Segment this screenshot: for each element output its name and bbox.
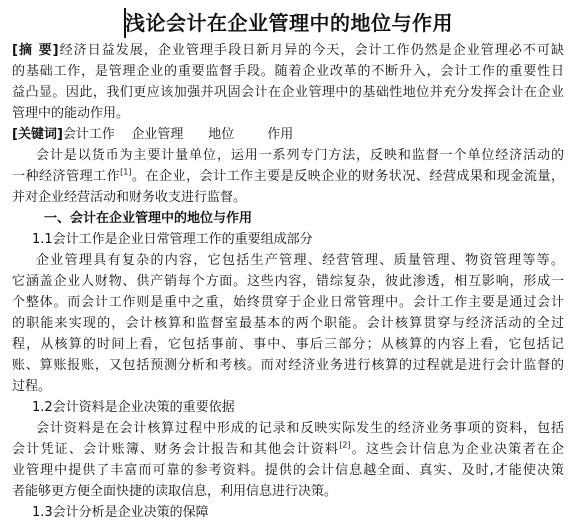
paragraph-line: 账、算账报账，又包括预测分析和考核。而对经济业务进行核算的过程就是进行会计监督的 xyxy=(12,358,564,373)
abstract-line-3: 益凸显。因此，我们更应该加强并巩固会计在企业管理中的基础性地位并充分发挥会计在企业 xyxy=(12,85,564,100)
intro-text-a: 一种经济管理工作 xyxy=(12,169,121,184)
subsection-1-3-heading: 1.3会计分析是企业决策的保障 xyxy=(32,505,209,520)
abstract-line-1 xyxy=(12,40,564,61)
abstract-line-2: 的基础工作，是管理企业的重要监督手段。随着企业改革的不断升入，会计工作的重要性日 xyxy=(12,64,564,79)
page-title: 浅论会计在企业管理中的地位与作用 xyxy=(125,11,453,35)
intro-line-3: 并对企业经营活动和财务收支进行监督。 xyxy=(12,190,247,205)
subsection-1-1-heading: 1.1会计工作是企业日常管理工作的重要组成部分 xyxy=(32,232,313,247)
paragraph-line xyxy=(12,439,564,460)
paragraph-line: 企业管理具有复杂的内容，它包括生产管理、经营管理、质量管理、物资管理等等。 xyxy=(36,253,564,268)
intro-line-1: 会计是以货币为主要计量单位，运用一系列专门方法，反映和监督一个单位经济活动的 xyxy=(36,148,564,163)
subsection-1-2-heading: 1.2会计资料是企业决策的重要依据 xyxy=(32,400,235,415)
keywords-line xyxy=(12,124,564,145)
reference-1: [1] xyxy=(120,167,132,177)
paragraph-line: 过程。 xyxy=(12,379,52,394)
paragraph-line: 业管理中提供了丰富而可靠的参考资料。提供的会计信息越全面、真实、及时,才能使决策 xyxy=(12,463,564,478)
intro-line-2 xyxy=(12,166,564,187)
paragraph-line: 的职能来实现的，会计核算和监督室最基本的两个职能。会计核算贯穿与经济活动的全过 xyxy=(12,316,564,331)
paragraph-text-b: 。这些会计信息为企业决策者在企 xyxy=(350,442,564,457)
abstract-line-4: 管理中的能动作用。 xyxy=(12,106,130,121)
keywords-label: [关键词] xyxy=(12,127,63,142)
paragraph-text-a: 会计凭证、会计账簿、财务会计报告和其他会计资料 xyxy=(12,442,340,457)
paragraph-line: 会计资料是在会计核算过程中形成的记录和反映实际发生的经济业务事项的资料，包括 xyxy=(36,421,564,436)
intro-text-b: 。在企业，会计工作主要是反映企业的财务状况、经营成果和现金流量， xyxy=(131,169,564,184)
paragraph-line: 者能够更方便全面快捷的读取信息，利用信息进行决策。 xyxy=(12,484,338,499)
document-body xyxy=(12,40,564,523)
reference-2: [2] xyxy=(339,440,351,450)
paragraph-line: 程，从核算的时间上看，它包括事前、事中、事后三部分；从核算的内容上看，它包括记 xyxy=(12,337,564,352)
paragraph-line: 它涵盖企业人财物、供产销每个方面。这些内容，错综复杂，彼此渗透，相互影响，形成一 xyxy=(12,274,564,289)
paragraph-line: 个整体。而会计工作则是重中之重，始终贯穿于企业日常管理中。会计工作主要是通过会计 xyxy=(12,295,564,310)
abstract-text: 经济日益发展，企业管理手段日新月异的今天，会计工作仍然是企业管理必不可缺 xyxy=(58,43,564,58)
abstract-label: [摘 要] xyxy=(12,43,59,58)
section-heading: 一、会计在企业管理中的地位与作用 xyxy=(44,211,253,226)
keywords-items: 会计工作 企业管理 地位 作用 xyxy=(62,127,294,142)
